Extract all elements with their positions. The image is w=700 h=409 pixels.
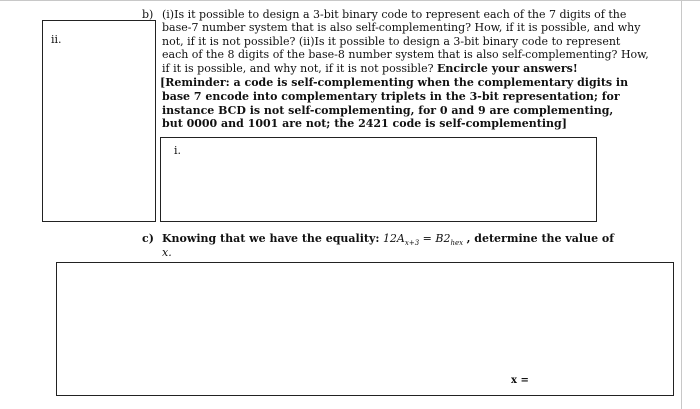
right-edge-line (681, 0, 682, 409)
equation-lhs (382, 232, 420, 248)
question-b-line-5 (162, 62, 578, 76)
question-c-label: c) (142, 232, 154, 245)
equation-rhs-value: B2 (435, 232, 451, 245)
top-edge-line (0, 0, 700, 1)
answer-box-c[interactable] (56, 262, 674, 396)
question-b-label: b) (142, 8, 154, 21)
answer-box-ii-label: ii. (51, 33, 62, 46)
question-c-variable: x. (162, 246, 172, 259)
question-c-end: , determine the value of (466, 232, 614, 245)
answer-box-ii[interactable] (42, 20, 156, 222)
answer-box-i[interactable] (160, 137, 597, 222)
answer-box-c-label: x = (511, 375, 529, 386)
question-b-line-1: (i)Is it possible to design a 3-bit binary code to represent each of the 7 digits of the (162, 8, 627, 21)
question-b-line-5-text: if it is possible, and why not, if it is not possible? (162, 62, 434, 75)
question-b-line-2: base-7 number system that is also self-complementing? How, if it is possible, and why (162, 21, 641, 34)
reminder-line-4: but 0000 and 1001 are not; the 2421 code is self-complementing] (162, 117, 567, 130)
equation-equals: = (422, 232, 432, 245)
question-b-line-3: not, if it is not possible? (ii)Is it possible to design a 3-bit binary code to represent (162, 35, 621, 48)
equation-rhs-sub: hex (450, 239, 464, 248)
question-c-text (162, 232, 614, 246)
reminder-line-1: [Reminder: a code is self-complementing when the complementary digits in (160, 76, 629, 89)
question-c-intro: Knowing that we have the equality: (162, 232, 380, 245)
equation-lhs-base: 12A (382, 232, 405, 245)
question-b-line-4: each of the 8 digits of the base-8 number system that is also self-complementing? How, (162, 48, 649, 61)
reminder-line-3: instance BCD is not self-complementing, for 0 and 9 are complementing, (162, 104, 614, 117)
equation-lhs-base-sub: x+3 (404, 239, 420, 248)
answer-box-i-label: i. (174, 144, 182, 157)
equation-rhs (435, 232, 464, 248)
encircle-instruction: Encircle your answers! (436, 62, 578, 75)
reminder-line-2: base 7 encode into complementary triplets in the 3-bit representation; for (162, 90, 620, 103)
